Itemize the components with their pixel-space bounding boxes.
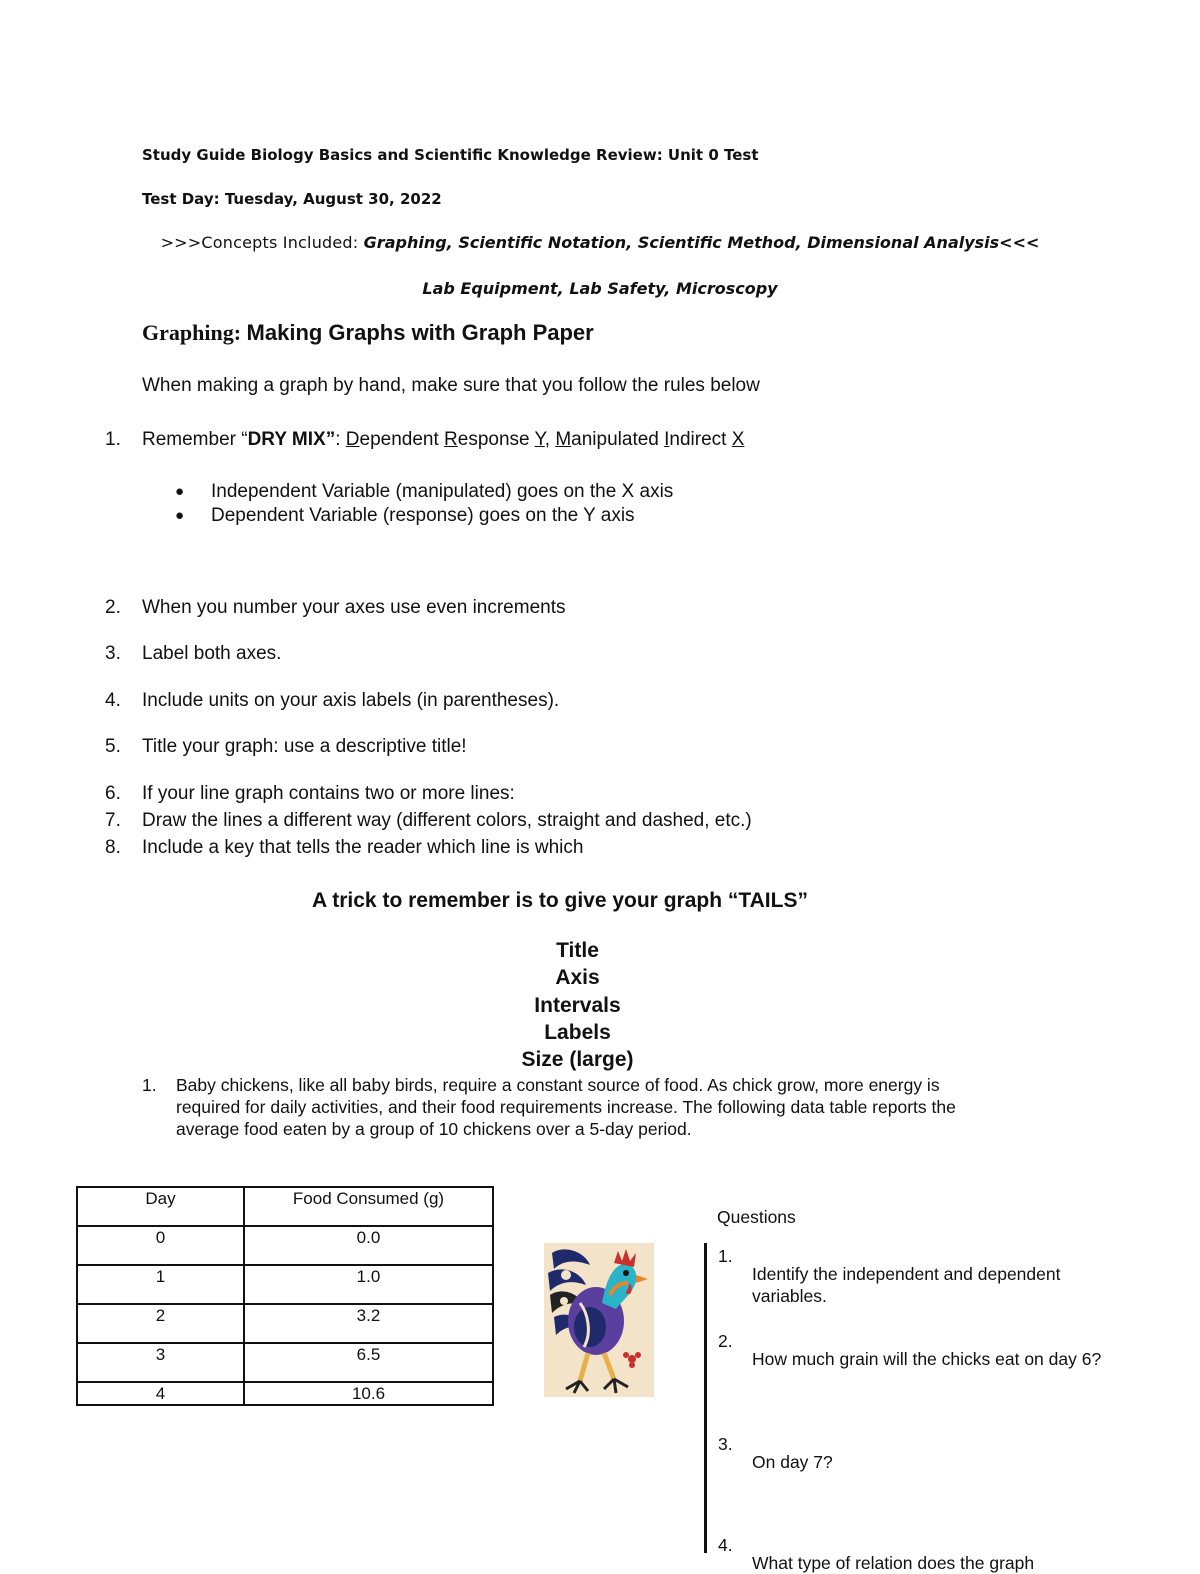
rule-6-text: If your line graph contains two or more lines: bbox=[142, 783, 515, 804]
rule-2-text: When you number your axes use even increments bbox=[142, 597, 566, 618]
bullet-dot: ● bbox=[175, 507, 185, 524]
document-title: Study Guide Biology Basics and Scientific Knowledge Review: Unit 0 Test bbox=[142, 146, 759, 164]
question-3-text: On day 7? bbox=[752, 1451, 833, 1472]
tails-size: Size (large) bbox=[521, 1048, 634, 1071]
tails-intervals: Intervals bbox=[534, 994, 621, 1017]
section-title-prefix: Graphing: bbox=[142, 320, 247, 345]
concepts-prefix: >>>Concepts Included: bbox=[160, 233, 364, 252]
concepts-line bbox=[0, 233, 1200, 252]
table-cell-day: 4 bbox=[77, 1382, 244, 1405]
question-3-number: 3. bbox=[718, 1434, 733, 1454]
question-1-number: 1. bbox=[718, 1246, 733, 1266]
question-4-number: 4. bbox=[718, 1535, 733, 1555]
table-cell-food: 6.5 bbox=[244, 1343, 493, 1382]
table-header-day: Day bbox=[77, 1187, 244, 1226]
question-1-line-2: variables. bbox=[752, 1285, 827, 1306]
section-intro: When making a graph by hand, make sure that you follow the rules below bbox=[142, 375, 760, 396]
rule-1-text: Remember “DRY MIX”: Dependent Response Y, Manipulated Indirect X bbox=[142, 429, 745, 450]
problem-line-1: Baby chickens, like all baby birds, require a constant source of food. As chick grow, more energy is bbox=[176, 1075, 940, 1095]
questions-divider bbox=[704, 1243, 707, 1553]
table-cell-food: 0.0 bbox=[244, 1226, 493, 1265]
question-2-text: How much grain will the chicks eat on day 6? bbox=[752, 1348, 1102, 1369]
rule-5-number: 5. bbox=[105, 736, 121, 757]
bullet-dot: ● bbox=[175, 483, 185, 500]
rule-3-text: Label both axes. bbox=[142, 643, 282, 664]
bullet-independent: Independent Variable (manipulated) goes on the X axis bbox=[211, 481, 674, 502]
question-4-text: What type of relation does the graph bbox=[752, 1552, 1035, 1573]
rule-1-number: 1. bbox=[105, 429, 121, 450]
rule-7-text: Draw the lines a different way (different colors, straight and dashed, etc.) bbox=[142, 810, 752, 831]
tails-axis: Axis bbox=[555, 966, 600, 989]
table-cell-food: 3.2 bbox=[244, 1304, 493, 1343]
problem-line-2: required for daily activities, and their food requirements increase. The following data table reports the bbox=[176, 1097, 956, 1117]
rule-3-number: 3. bbox=[105, 643, 121, 664]
rule-8-number: 8. bbox=[105, 837, 121, 858]
table-row bbox=[77, 1265, 493, 1304]
rule-4-number: 4. bbox=[105, 690, 121, 711]
problem-number: 1. bbox=[142, 1075, 157, 1095]
table-cell-day: 3 bbox=[77, 1343, 244, 1382]
rule-2-number: 2. bbox=[105, 597, 121, 618]
question-2-number: 2. bbox=[718, 1331, 733, 1351]
concepts-main: Graphing, Scientific Notation, Scientific Method, Dimensional Analysis<<< bbox=[363, 233, 1040, 252]
section-title bbox=[142, 320, 594, 346]
concepts-second: Lab Equipment, Lab Safety, Microscopy bbox=[422, 279, 778, 298]
bullet-dependent: Dependent Variable (response) goes on the Y axis bbox=[211, 505, 635, 526]
table-cell-food: 10.6 bbox=[244, 1382, 493, 1405]
table-row bbox=[77, 1382, 493, 1405]
table-header-row bbox=[77, 1187, 493, 1226]
test-day: Test Day: Tuesday, August 30, 2022 bbox=[142, 190, 442, 208]
table-row bbox=[77, 1226, 493, 1265]
table-cell-day: 0 bbox=[77, 1226, 244, 1265]
rule-8-text: Include a key that tells the reader which line is which bbox=[142, 837, 584, 858]
table-row bbox=[77, 1304, 493, 1343]
rule-5-text: Title your graph: use a descriptive title! bbox=[142, 736, 467, 757]
table-header-food: Food Consumed (g) bbox=[244, 1187, 493, 1226]
table-cell-food: 1.0 bbox=[244, 1265, 493, 1304]
tails-labels: Labels bbox=[544, 1021, 611, 1044]
rule-4-text: Include units on your axis labels (in parentheses). bbox=[142, 690, 560, 711]
table-cell-day: 2 bbox=[77, 1304, 244, 1343]
food-data-table bbox=[76, 1186, 494, 1406]
rule-6-number: 6. bbox=[105, 783, 121, 804]
table-cell-day: 1 bbox=[77, 1265, 244, 1304]
rooster-icon bbox=[544, 1243, 654, 1397]
questions-title: Questions bbox=[717, 1207, 796, 1227]
section-title-main: Making Graphs with Graph Paper bbox=[246, 320, 594, 345]
tails-title: Title bbox=[556, 939, 599, 962]
rule-7-number: 7. bbox=[105, 810, 121, 831]
problem-line-3: average food eaten by a group of 10 chickens over a 5-day period. bbox=[176, 1119, 692, 1139]
concepts-second-line bbox=[0, 279, 1200, 298]
tails-heading: A trick to remember is to give your graph “TAILS” bbox=[312, 889, 808, 912]
table-row bbox=[77, 1343, 493, 1382]
question-1-line-1: Identify the independent and dependent bbox=[752, 1263, 1061, 1284]
